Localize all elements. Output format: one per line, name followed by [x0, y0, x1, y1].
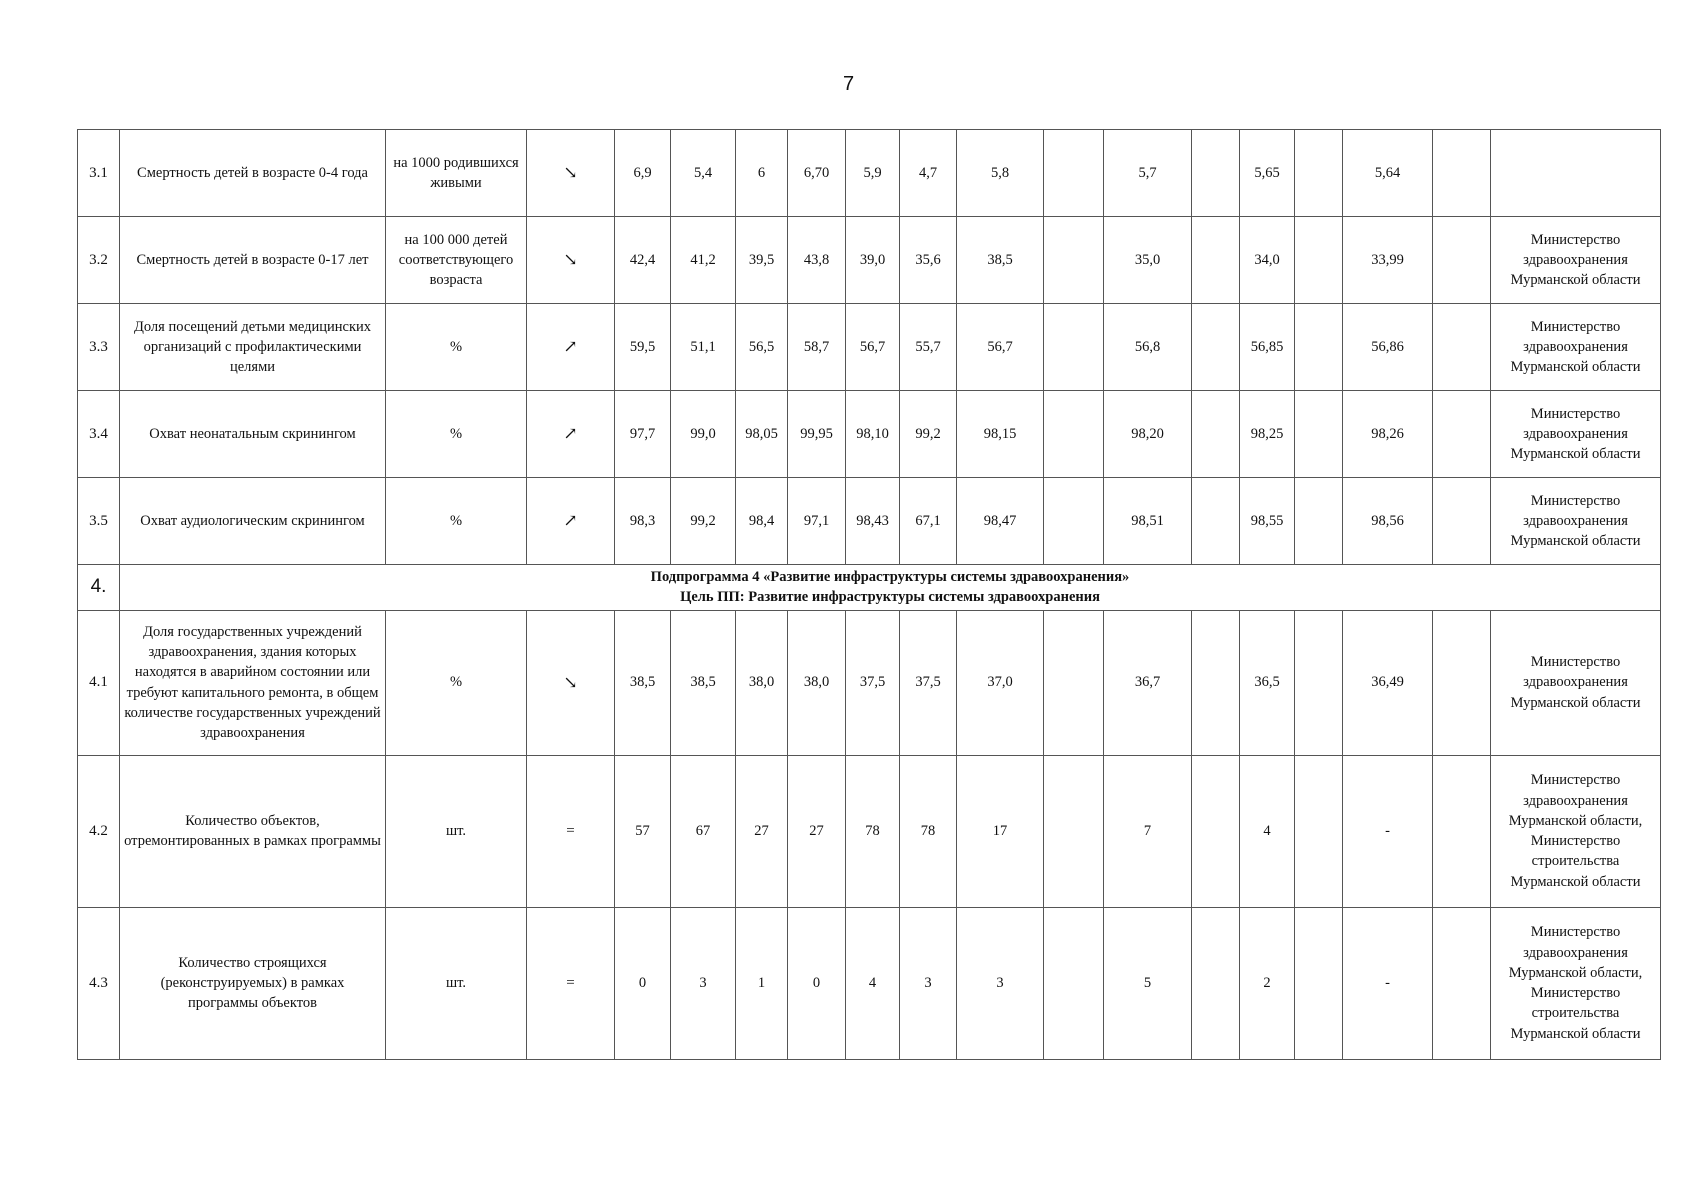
indicator-name: Охват неонатальным скринингом	[120, 391, 386, 478]
value-cell: 98,4	[736, 478, 788, 565]
responsible-cell: Министерство здравоохранения Мурманской области	[1491, 478, 1661, 565]
value-cell	[1433, 610, 1491, 755]
row-number: 4.3	[78, 907, 120, 1059]
value-cell: 99,2	[900, 391, 957, 478]
table-row	[78, 391, 1661, 478]
value-cell	[1192, 217, 1240, 304]
value-cell: 56,85	[1240, 304, 1295, 391]
value-cell: -	[1343, 755, 1433, 907]
value-cell: 57	[615, 755, 671, 907]
table-row	[78, 478, 1661, 565]
value-cell	[1044, 610, 1104, 755]
section-title	[120, 565, 1661, 611]
value-cell: 35,0	[1104, 217, 1192, 304]
table-row	[78, 217, 1661, 304]
value-cell: 56,86	[1343, 304, 1433, 391]
indicator-name: Смертность детей в возрасте 0-4 года	[120, 130, 386, 217]
subprogram-title: Подпрограмма 4 «Развитие инфраструктуры системы здравоохранения»	[650, 569, 1130, 585]
indicator-name: Количество объектов, отремонтированных в рамках программы	[120, 755, 386, 907]
value-cell: 3	[671, 907, 736, 1059]
indicator-name: Доля государственных учреждений здравоохранения, здания которых находятся в аварийном состоянии или требуют капитального ремонта, в общем количестве государственных учреждений здравоохранения	[120, 610, 386, 755]
responsible-cell: Министерство здравоохранения Мурманской области, Министерство строительства Мурманской области	[1491, 755, 1661, 907]
value-cell: 99,95	[788, 391, 846, 478]
value-cell: 98,25	[1240, 391, 1295, 478]
page-number: 7	[842, 73, 855, 95]
value-cell: 17	[957, 755, 1044, 907]
table-row	[78, 755, 1661, 907]
unit-cell: %	[386, 391, 527, 478]
value-cell: 98,20	[1104, 391, 1192, 478]
responsible-cell: Министерство здравоохранения Мурманской области	[1491, 217, 1661, 304]
value-cell: 7	[1104, 755, 1192, 907]
value-cell: 5,8	[957, 130, 1044, 217]
value-cell: 58,7	[788, 304, 846, 391]
value-cell: 98,47	[957, 478, 1044, 565]
value-cell: 51,1	[671, 304, 736, 391]
table-row	[78, 907, 1661, 1059]
value-cell: 38,5	[957, 217, 1044, 304]
value-cell: 6	[736, 130, 788, 217]
value-cell: 4	[846, 907, 900, 1059]
value-cell: 0	[788, 907, 846, 1059]
table-row	[78, 130, 1661, 217]
indicator-name: Смертность детей в возрасте 0-17 лет	[120, 217, 386, 304]
unit-cell: %	[386, 478, 527, 565]
indicator-name: Количество строящихся (реконструируемых) в рамках программы объектов	[120, 907, 386, 1059]
value-cell	[1192, 755, 1240, 907]
value-cell	[1192, 130, 1240, 217]
value-cell	[1295, 304, 1343, 391]
value-cell	[1192, 304, 1240, 391]
value-cell	[1295, 217, 1343, 304]
value-cell: 34,0	[1240, 217, 1295, 304]
value-cell	[1192, 478, 1240, 565]
value-cell: 5,7	[1104, 130, 1192, 217]
subprogram-4-header	[78, 565, 1661, 611]
responsible-cell: Министерство здравоохранения Мурманской области	[1491, 610, 1661, 755]
value-cell: 98,51	[1104, 478, 1192, 565]
value-cell	[1295, 130, 1343, 217]
value-cell: 38,5	[615, 610, 671, 755]
value-cell: 43,8	[788, 217, 846, 304]
value-cell: 2	[1240, 907, 1295, 1059]
value-cell: 98,15	[957, 391, 1044, 478]
value-cell	[1044, 217, 1104, 304]
trend-icon: =	[527, 755, 615, 907]
value-cell: 56,8	[1104, 304, 1192, 391]
value-cell	[1192, 907, 1240, 1059]
value-cell: 38,0	[788, 610, 846, 755]
value-cell	[1192, 391, 1240, 478]
value-cell: 38,0	[736, 610, 788, 755]
value-cell: 99,0	[671, 391, 736, 478]
value-cell: 99,2	[671, 478, 736, 565]
value-cell: 6,9	[615, 130, 671, 217]
value-cell: 4,7	[900, 130, 957, 217]
value-cell	[1433, 755, 1491, 907]
row-number: 3.4	[78, 391, 120, 478]
value-cell	[1295, 478, 1343, 565]
value-cell	[1433, 217, 1491, 304]
value-cell: 98,26	[1343, 391, 1433, 478]
trend-icon: ↘	[527, 610, 615, 755]
responsible-cell: Министерство здравоохранения Мурманской области	[1491, 304, 1661, 391]
trend-icon: ↗	[527, 304, 615, 391]
value-cell	[1433, 478, 1491, 565]
value-cell: 98,55	[1240, 478, 1295, 565]
value-cell: 78	[900, 755, 957, 907]
value-cell: 3	[900, 907, 957, 1059]
value-cell: 59,5	[615, 304, 671, 391]
table-row	[78, 610, 1661, 755]
value-cell: 39,0	[846, 217, 900, 304]
indicator-name: Охват аудиологическим скринингом	[120, 478, 386, 565]
responsible-cell: Министерство здравоохранения Мурманской области, Министерство строительства Мурманской области	[1491, 907, 1661, 1059]
value-cell	[1044, 304, 1104, 391]
value-cell: 67	[671, 755, 736, 907]
table-row	[78, 304, 1661, 391]
value-cell: 35,6	[900, 217, 957, 304]
value-cell: 97,7	[615, 391, 671, 478]
value-cell	[1044, 130, 1104, 217]
value-cell	[1433, 130, 1491, 217]
unit-cell: на 100 000 детей соответствующего возраста	[386, 217, 527, 304]
value-cell: 33,99	[1343, 217, 1433, 304]
value-cell: 5,64	[1343, 130, 1433, 217]
value-cell: 27	[788, 755, 846, 907]
value-cell: 6,70	[788, 130, 846, 217]
value-cell	[1295, 391, 1343, 478]
value-cell: 39,5	[736, 217, 788, 304]
value-cell: 37,5	[846, 610, 900, 755]
responsible-cell: Министерство здравоохранения Мурманской области	[1491, 391, 1661, 478]
value-cell	[1044, 907, 1104, 1059]
trend-icon: ↗	[527, 391, 615, 478]
indicators-table	[77, 129, 1661, 1060]
value-cell: 56,7	[846, 304, 900, 391]
value-cell: 98,10	[846, 391, 900, 478]
trend-icon: ↘	[527, 217, 615, 304]
value-cell: 67,1	[900, 478, 957, 565]
unit-cell: %	[386, 610, 527, 755]
value-cell	[1044, 478, 1104, 565]
value-cell: -	[1343, 907, 1433, 1059]
subprogram-goal: Цель ПП: Развитие инфраструктуры системы здравоохранения	[680, 589, 1100, 606]
value-cell	[1192, 610, 1240, 755]
value-cell: 5,65	[1240, 130, 1295, 217]
value-cell: 37,0	[957, 610, 1044, 755]
row-number: 3.2	[78, 217, 120, 304]
value-cell: 78	[846, 755, 900, 907]
value-cell: 1	[736, 907, 788, 1059]
section-number: 4.	[78, 565, 120, 611]
unit-cell: на 1000 родившихся живыми	[386, 130, 527, 217]
row-number: 4.1	[78, 610, 120, 755]
value-cell: 98,43	[846, 478, 900, 565]
subprogram-3-rows	[78, 130, 1661, 565]
value-cell: 36,5	[1240, 610, 1295, 755]
value-cell: 0	[615, 907, 671, 1059]
value-cell: 41,2	[671, 217, 736, 304]
trend-icon: ↗	[527, 478, 615, 565]
indicator-name: Доля посещений детьми медицинских организаций с профилактическими целями	[120, 304, 386, 391]
value-cell	[1433, 304, 1491, 391]
value-cell: 98,56	[1343, 478, 1433, 565]
value-cell	[1433, 391, 1491, 478]
value-cell: 56,5	[736, 304, 788, 391]
row-number: 4.2	[78, 755, 120, 907]
value-cell: 4	[1240, 755, 1295, 907]
value-cell: 27	[736, 755, 788, 907]
value-cell: 38,5	[671, 610, 736, 755]
section-row	[78, 565, 1661, 611]
value-cell: 56,7	[957, 304, 1044, 391]
value-cell: 55,7	[900, 304, 957, 391]
value-cell: 36,49	[1343, 610, 1433, 755]
value-cell: 98,05	[736, 391, 788, 478]
value-cell	[1295, 907, 1343, 1059]
row-number: 3.3	[78, 304, 120, 391]
unit-cell: шт.	[386, 907, 527, 1059]
value-cell: 98,3	[615, 478, 671, 565]
value-cell: 36,7	[1104, 610, 1192, 755]
subprogram-4-rows	[78, 610, 1661, 1059]
trend-icon: =	[527, 907, 615, 1059]
trend-icon: ↘	[527, 130, 615, 217]
unit-cell: шт.	[386, 755, 527, 907]
value-cell	[1295, 610, 1343, 755]
value-cell: 5,9	[846, 130, 900, 217]
value-cell: 42,4	[615, 217, 671, 304]
row-number: 3.1	[78, 130, 120, 217]
value-cell	[1044, 755, 1104, 907]
value-cell: 5,4	[671, 130, 736, 217]
value-cell: 3	[957, 907, 1044, 1059]
value-cell: 5	[1104, 907, 1192, 1059]
value-cell	[1295, 755, 1343, 907]
value-cell	[1044, 391, 1104, 478]
unit-cell: %	[386, 304, 527, 391]
value-cell	[1433, 907, 1491, 1059]
value-cell: 37,5	[900, 610, 957, 755]
responsible-cell	[1491, 130, 1661, 217]
value-cell: 97,1	[788, 478, 846, 565]
row-number: 3.5	[78, 478, 120, 565]
